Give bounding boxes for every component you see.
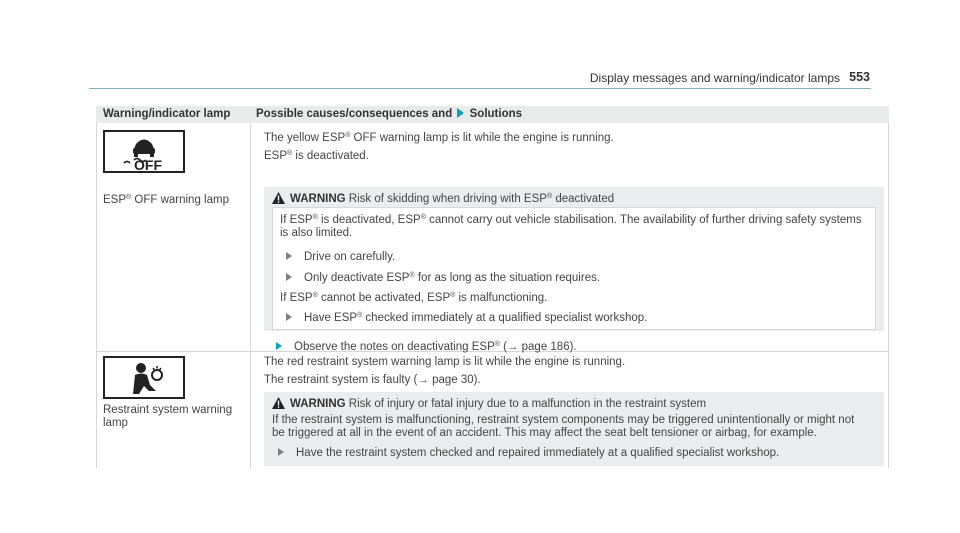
- cause-line: The yellow ESP® OFF warning lamp is lit while the engine is running.: [264, 132, 614, 144]
- step-arrow-icon: [276, 342, 282, 350]
- cause-line: ESP® is deactivated.: [264, 150, 369, 162]
- restraint-system-lamp-icon: [103, 356, 185, 399]
- cause-line: The red restraint system warning lamp is lit while the engine is running.: [264, 356, 626, 368]
- step-arrow-icon: [286, 313, 292, 321]
- warning-box: [264, 187, 884, 331]
- warning-paragraph: If ESP® is deactivated, ESP® cannot carry out vehicle stabilisation. The availability of further driving safety systems is also limited.: [280, 214, 862, 239]
- warning-paragraph: If the restraint system is malfunctioning, restraint system components may be triggered unintentionally or might not be triggered at all in the event of an accident. This may affect the seat belt tensioner or airbag, for example.: [272, 414, 855, 439]
- warning-body: [272, 207, 876, 330]
- step-arrow-icon: [278, 448, 284, 456]
- instruction-step: Have ESP® checked immediately at a qualified specialist workshop.: [286, 312, 647, 325]
- cause-line: The restraint system is faulty (→ page 30).: [264, 374, 481, 386]
- header-rule: [89, 88, 871, 89]
- table-row: [96, 352, 889, 468]
- warning-triangle-icon: [272, 397, 285, 409]
- arrow-right-icon: [457, 108, 464, 118]
- table-row: [96, 123, 889, 352]
- table-header: [96, 106, 889, 123]
- warning-heading: WARNING Risk of skidding when driving with ESP® deactivated: [272, 192, 614, 205]
- lamp-name-restraint: Restraint system warning lamp: [103, 404, 233, 429]
- step-arrow-icon: [286, 252, 292, 260]
- svg-text:OFF: OFF: [134, 157, 162, 171]
- instruction-step: Have the restraint system checked and repaired immediately at a qualified specialist workshop.: [278, 447, 779, 460]
- instruction-step: Only deactivate ESP® for as long as the situation requires.: [286, 272, 600, 285]
- step-arrow-icon: [286, 273, 292, 281]
- esp-off-lamp-icon: [103, 130, 185, 173]
- warning-box: [264, 392, 884, 466]
- column-header-causes: Possible causes/consequences and Solutions: [256, 108, 523, 120]
- instruction-step: Observe the notes on deactivating ESP® (→ page 186).: [276, 341, 577, 354]
- warning-heading: WARNING Risk of injury or fatal injury due to a malfunction in the restraint system: [272, 397, 706, 410]
- instruction-step: Drive on carefully.: [286, 251, 395, 264]
- running-header-title: Display messages and warning/indicator lamps: [589, 71, 840, 85]
- warning-paragraph: If ESP® cannot be activated, ESP® is malfunctioning.: [280, 292, 548, 304]
- warning-triangle-icon: [272, 192, 285, 204]
- lamp-table: [96, 106, 889, 468]
- column-header-lamp: Warning/indicator lamp: [103, 108, 231, 120]
- lamp-name-esp-off: ESP® OFF warning lamp: [103, 194, 229, 206]
- page-number: 553: [849, 70, 870, 84]
